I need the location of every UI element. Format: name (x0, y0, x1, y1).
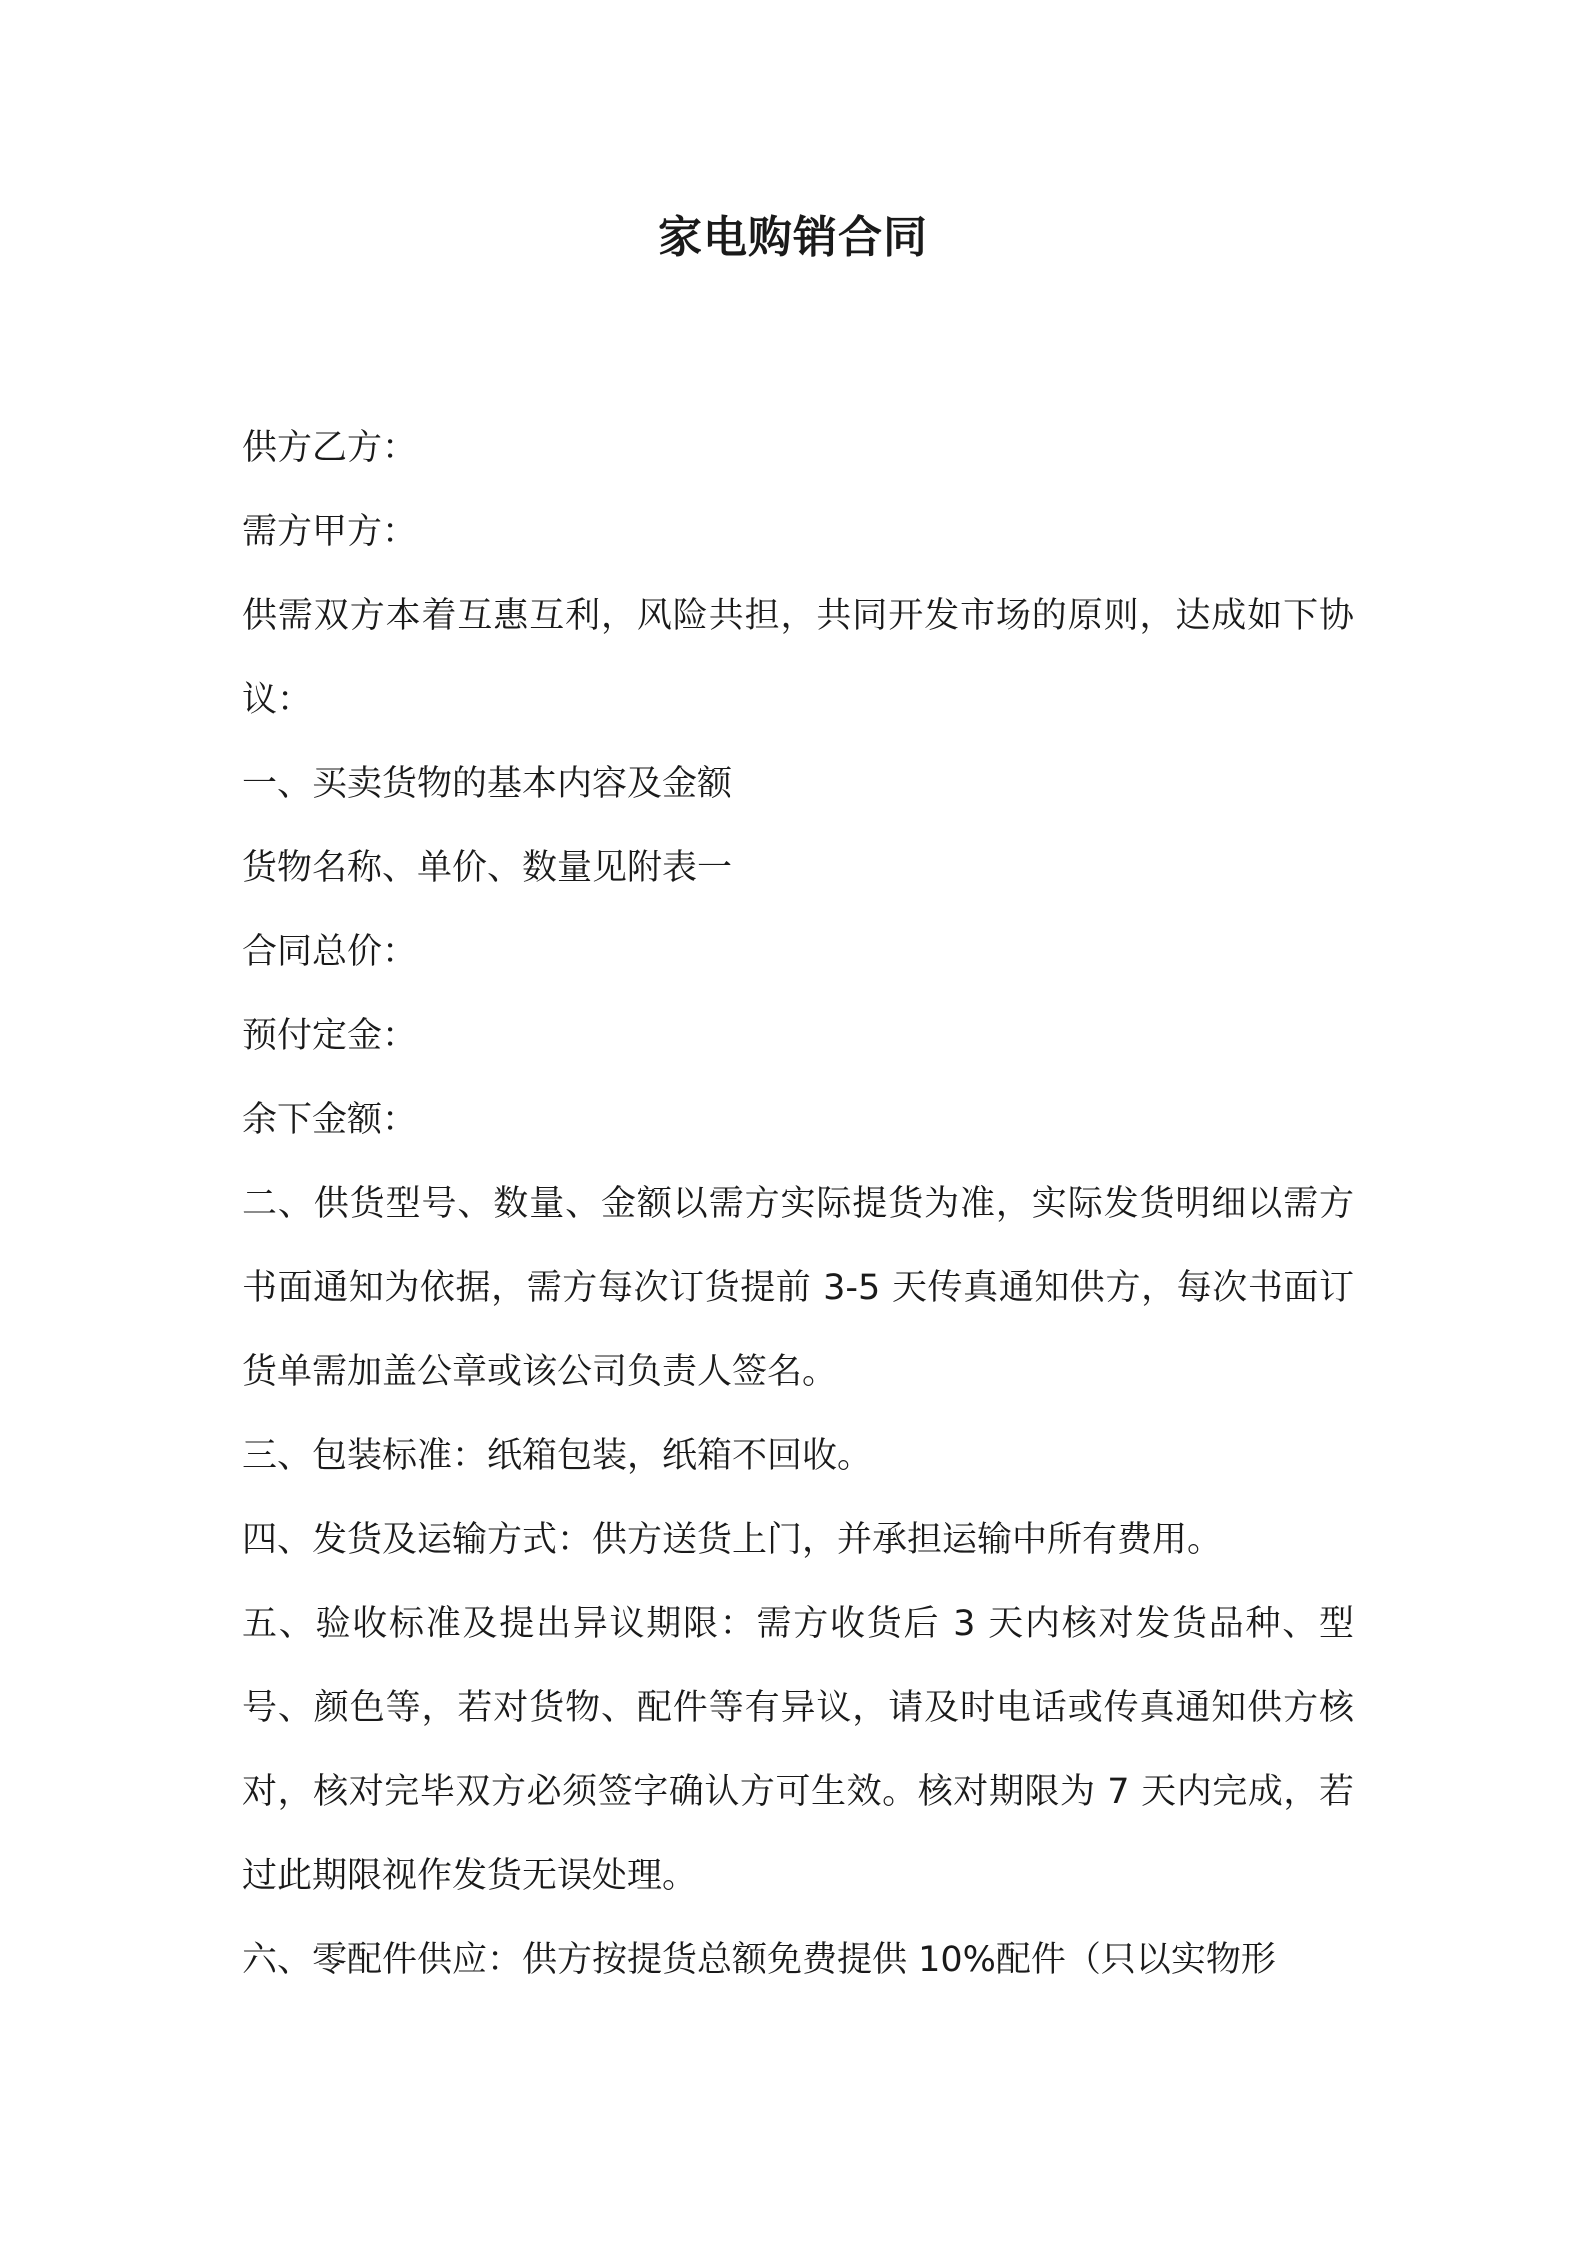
goods-details-line: 货物名称、单价、数量见附表一 (242, 848, 733, 888)
section-5-paragraph: 五、验收标准及提出异议期限：需方收货后 3 天内核对发货品种、型号、颜色等，若对货物、配件等有异议，请及时电话或传真通知供方核对，核对完毕双方必须签字确认方可生效。核对期限为 7 天内完成，若过此期限视作发货无误处理。 (242, 1604, 1354, 1896)
preamble-paragraph: 供需双方本着互惠互利，风险共担，共同开发市场的原则，达成如下协议： (242, 596, 1354, 720)
section-2-paragraph: 二、供货型号、数量、金额以需方实际提货为准，实际发货明细以需方书面通知为依据，需方每次订货提前 3-5 天传真通知供方，每次书面订货单需加盖公章或该公司负责人签名。 (242, 1184, 1354, 1392)
section-1-heading: 一、买卖货物的基本内容及金额 (242, 764, 733, 804)
document-title: 家电购销合同 (658, 212, 928, 263)
buyer-line: 需方甲方： (242, 512, 418, 552)
section-6-paragraph: 六、零配件供应：供方按提货总额免费提供 10%配件（只以实物形 (242, 1940, 1276, 1980)
deposit-line: 预付定金： (242, 1016, 418, 1056)
supplier-line: 供方乙方： (242, 428, 418, 468)
balance-line: 余下金额： (242, 1100, 418, 1140)
section-4-paragraph: 四、发货及运输方式：供方送货上门，并承担运输中所有费用。 (242, 1520, 1223, 1560)
document-body (242, 406, 1354, 2002)
total-price-line: 合同总价： (242, 932, 418, 972)
section-3-paragraph: 三、包装标准：纸箱包装，纸箱不回收。 (242, 1436, 873, 1476)
